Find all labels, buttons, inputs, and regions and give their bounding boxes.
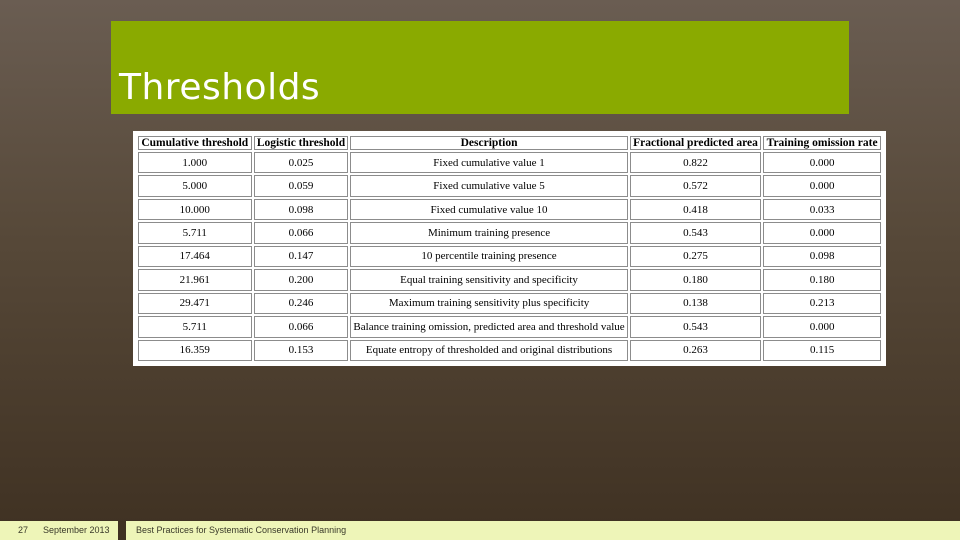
footer-divider [118, 521, 126, 540]
header-training-omission-rate: Training omission rate [763, 136, 881, 150]
table-cell: 0.263 [630, 340, 762, 362]
table-cell: 16.359 [138, 340, 252, 362]
title-bar [111, 21, 849, 114]
header-fractional-predicted-area: Fractional predicted area [630, 136, 762, 150]
table-cell: 0.066 [254, 316, 349, 337]
table-cell: Balance training omission, predicted area and threshold value [350, 316, 627, 337]
header-description: Description [350, 136, 627, 150]
table-row [138, 340, 881, 362]
table-cell: 0.822 [630, 152, 762, 173]
table-row [138, 316, 881, 337]
table-cell: Equate entropy of thresholded and original distributions [350, 340, 627, 362]
table-cell: 5.711 [138, 316, 252, 337]
table-cell: Minimum training presence [350, 222, 627, 243]
table-cell: 0.543 [630, 222, 762, 243]
table-row [138, 246, 881, 267]
footer-bar [0, 521, 960, 540]
table-cell: 0.000 [763, 316, 881, 337]
table-row [138, 199, 881, 220]
table-cell: 10 percentile training presence [350, 246, 627, 267]
table-row [138, 152, 881, 173]
table-cell: 0.246 [254, 293, 349, 314]
table-cell: 0.000 [763, 152, 881, 173]
thresholds-table-container [133, 131, 886, 366]
table-row [138, 175, 881, 196]
table-cell: 0.025 [254, 152, 349, 173]
table-cell: 0.180 [630, 269, 762, 290]
table-cell: 21.961 [138, 269, 252, 290]
table-cell: Fixed cumulative value 10 [350, 199, 627, 220]
table-cell: Fixed cumulative value 1 [350, 152, 627, 173]
table-cell: 0.138 [630, 293, 762, 314]
table-cell: 0.180 [763, 269, 881, 290]
table-cell: 0.200 [254, 269, 349, 290]
table-cell: 0.572 [630, 175, 762, 196]
table-row [138, 269, 881, 290]
footer-caption: Best Practices for Systematic Conservation Planning [136, 525, 347, 535]
table-cell: 0.000 [763, 222, 881, 243]
table-cell: Equal training sensitivity and specificity [350, 269, 627, 290]
table-cell: 0.059 [254, 175, 349, 196]
table-cell: 0.153 [254, 340, 349, 362]
table-cell: 0.000 [763, 175, 881, 196]
slide-number: 27 [18, 525, 29, 535]
table-cell: 0.543 [630, 316, 762, 337]
thresholds-table [136, 134, 883, 363]
table-cell: 1.000 [138, 152, 252, 173]
table-cell: 0.213 [763, 293, 881, 314]
table-cell: 0.275 [630, 246, 762, 267]
table-cell: 5.711 [138, 222, 252, 243]
table-cell: 0.115 [763, 340, 881, 362]
table-cell: 0.147 [254, 246, 349, 267]
header-cumulative-threshold: Cumulative threshold [138, 136, 252, 150]
table-cell: 0.098 [254, 199, 349, 220]
table-cell: Fixed cumulative value 5 [350, 175, 627, 196]
table-cell: 0.418 [630, 199, 762, 220]
table-cell: 10.000 [138, 199, 252, 220]
table-cell: 29.471 [138, 293, 252, 314]
slide-title: Thresholds [119, 67, 321, 108]
table-cell: 17.464 [138, 246, 252, 267]
table-cell: 0.098 [763, 246, 881, 267]
header-logistic-threshold: Logistic threshold [254, 136, 349, 150]
footer-date: September 2013 [43, 525, 110, 535]
table-cell: 5.000 [138, 175, 252, 196]
table-row [138, 293, 881, 314]
table-row [138, 222, 881, 243]
table-cell: 0.033 [763, 199, 881, 220]
table-cell: Maximum training sensitivity plus specificity [350, 293, 627, 314]
table-cell: 0.066 [254, 222, 349, 243]
table-header-row [138, 136, 881, 150]
